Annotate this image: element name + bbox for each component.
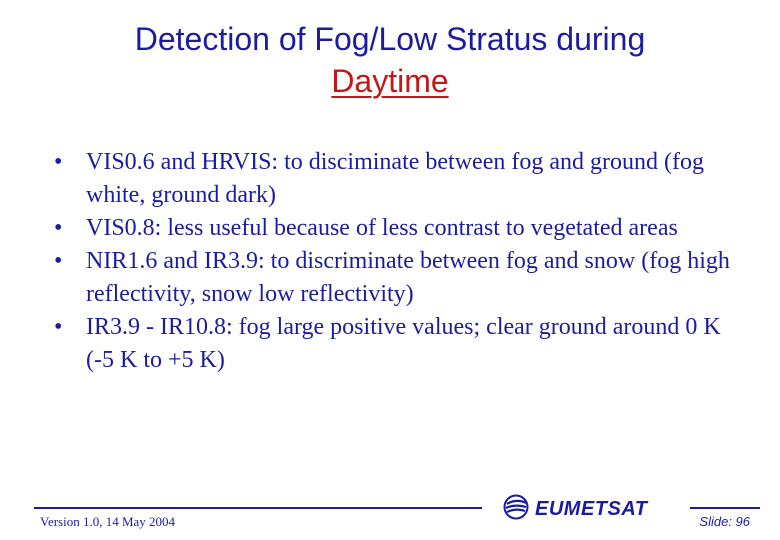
eumetsat-logo <box>503 494 648 525</box>
bullet-item <box>52 146 752 212</box>
eumetsat-logo-text: EUMETSAT <box>535 498 648 520</box>
bullet-marker: • <box>54 248 63 274</box>
bullet-text: VIS0.8: less useful because of less contrast to vegetated areas <box>86 215 678 241</box>
eumetsat-globe-icon <box>503 494 529 525</box>
bullet-item <box>52 212 752 245</box>
bullet-list <box>52 146 752 377</box>
bullet-text: IR3.9 - IR10.8: fog large positive values; clear ground around 0 K (-5 K to +5 K) <box>86 314 721 373</box>
bullet-item <box>52 311 752 377</box>
bullet-text: VIS0.6 and HRVIS: to disciminate between fog and ground (fog white, ground dark) <box>86 149 704 208</box>
bullet-marker: • <box>54 149 63 175</box>
bullet-marker: • <box>54 314 63 340</box>
slide-title <box>0 18 780 102</box>
bullet-item <box>52 245 752 311</box>
slide-title-line1: Detection of Fog/Low Stratus during <box>134 21 646 57</box>
footer-divider-left <box>34 507 482 509</box>
bullet-text: NIR1.6 and IR3.9: to discriminate between fog and snow (fog high reflectivity, snow low reflectivity) <box>86 248 730 307</box>
footer-version: Version 1.0, 14 May 2004 <box>40 514 176 529</box>
bullet-marker: • <box>54 215 63 241</box>
footer-divider-right <box>690 507 760 509</box>
slide-number: Slide: 96 <box>699 514 750 529</box>
slide-title-highlight: Daytime <box>331 63 449 99</box>
